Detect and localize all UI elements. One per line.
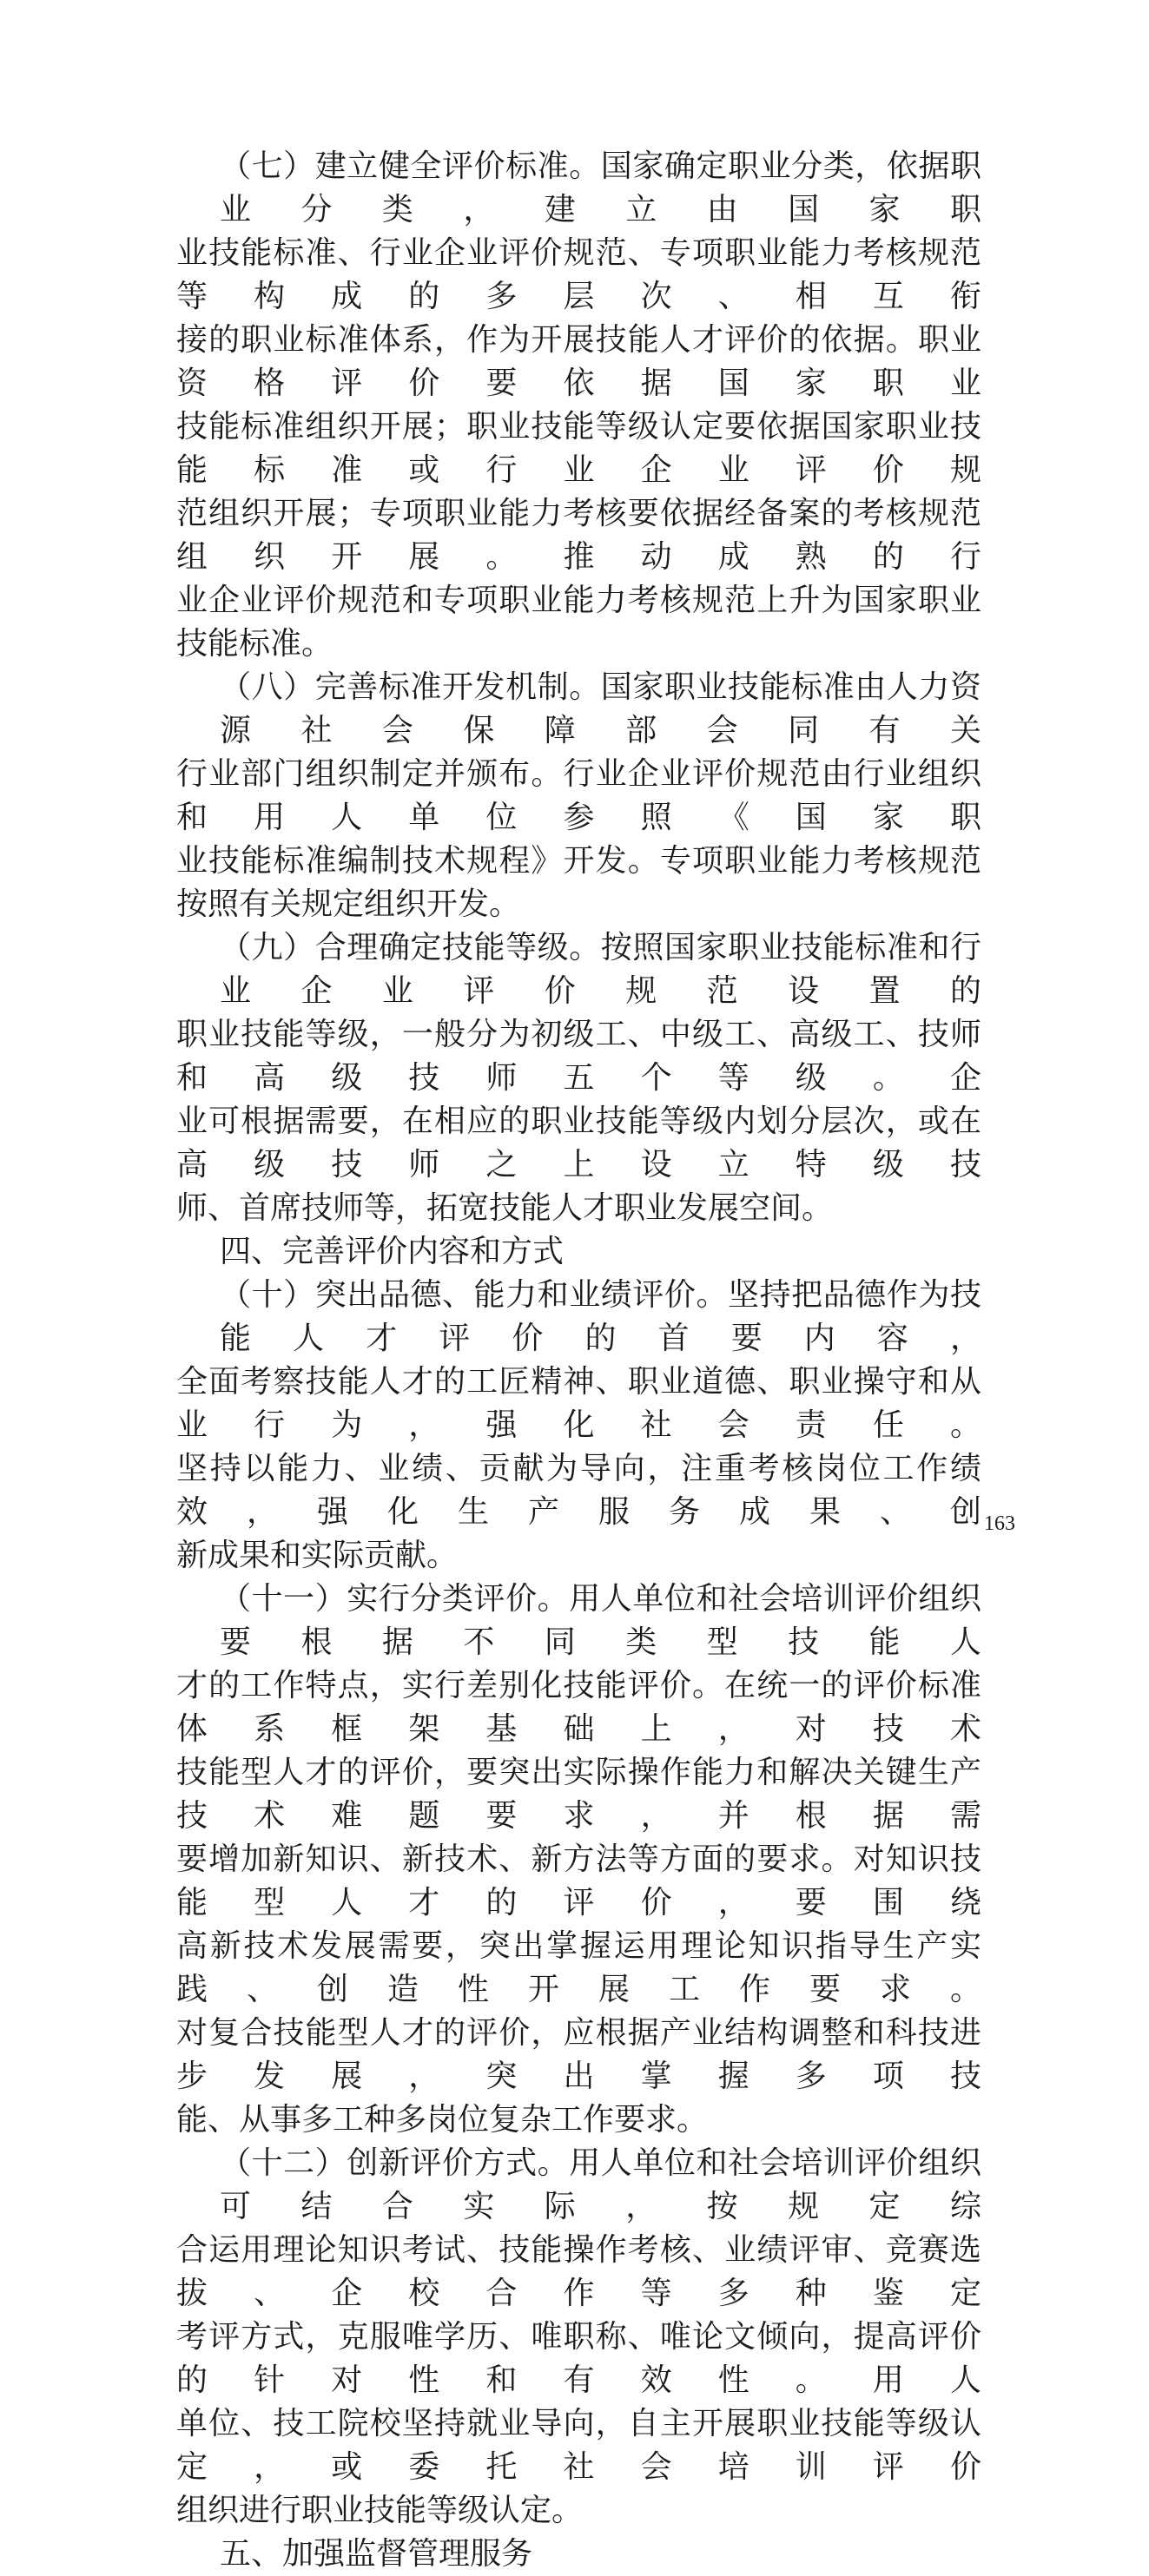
text-line: （十一）实行分类评价。用人单位和社会培训评价组织要根据不同类型技能人 [220, 1581, 981, 1660]
paragraph [176, 2142, 981, 2533]
text-line: 新成果和实际贡献。 [176, 1538, 459, 1573]
text-line: 业技能标准、行业企业评价规范、专项职业能力考核规范等构成的多层次、相互衔 [176, 235, 981, 314]
text-line: 五、加强监督管理服务 [220, 2536, 533, 2572]
text-line: 单位、技工院校坚持就业导向，自主开展职业技能等级认定，或委托社会培训评价 [176, 2406, 981, 2485]
text-line: 技能标准组织开展；职业技能等级认定要依据国家职业技能标准或行业企业评价规 [176, 409, 981, 488]
text-line: 全面考察技能人才的工匠精神、职业道德、职业操守和从业行为，强化社会责任。 [176, 1364, 981, 1443]
text-line: 范组织开展；专项职业能力考核要依据经备案的考核规范组织开展。推动成熟的行 [176, 496, 981, 575]
text-line: 职业技能等级，一般分为初级工、中级工、高级工、技师和高级技师五个等级。企 [176, 1017, 981, 1096]
text-line: 高新技术发展需要，突出掌握运用理论知识指导生产实践、创造性开展工作要求。 [176, 1928, 981, 2007]
section-heading [176, 2533, 981, 2576]
text-line: 能、从事多工种多岗位复杂工作要求。 [176, 2102, 709, 2138]
text-line: （十二）创新评价方式。用人单位和社会培训评价组织可结合实际，按规定综 [220, 2145, 981, 2224]
text-line: 业可根据需要，在相应的职业技能等级内划分层次，或在高级技师之上设立特级技 [176, 1104, 981, 1183]
section-heading [176, 1230, 981, 1274]
paragraph [176, 1274, 981, 1578]
text-line: 接的职业标准体系，作为开展技能人才评价的依据。职业资格评价要依据国家职业 [176, 322, 981, 401]
document-body [176, 145, 981, 2576]
text-line: 合运用理论知识考试、技能操作考核、业绩评审、竞赛选拔、企校合作等多种鉴定 [176, 2232, 981, 2311]
paragraph [176, 666, 981, 926]
text-line: 要增加新知识、新技术、新方法等方面的要求。对知识技能型人才的评价，要围绕 [176, 1841, 981, 1920]
text-line: 技能型人才的评价，要突出实际操作能力和解决关键生产技术难题要求，并根据需 [176, 1755, 981, 1834]
text-line: 坚持以能力、业绩、贡献为导向，注重考核岗位工作绩效，强化生产服务成果、创 [176, 1451, 981, 1530]
text-line: 行业部门组织制定并颁布。行业企业评价规范由行业组织和用人单位参照《国家职 [176, 756, 981, 835]
paragraph [176, 926, 981, 1230]
text-line: 业企业评价规范和专项职业能力考核规范上升为国家职业技能标准。 [176, 583, 981, 662]
paragraph [176, 1578, 981, 2142]
text-line: （八）完善标准开发机制。国家职业技能标准由人力资源社会保障部会同有关 [220, 669, 981, 748]
text-line: 组织进行职业技能等级认定。 [176, 2493, 584, 2528]
text-line: （九）合理确定技能等级。按照国家职业技能标准和行业企业评价规范设置的 [220, 930, 981, 1009]
text-line: 四、完善评价内容和方式 [220, 1234, 565, 1269]
text-line: 业技能标准编制技术规程》开发。专项职业能力考核规范按照有关规定组织开发。 [176, 843, 981, 922]
text-line: 考评方式，克服唯学历、唯职称、唯论文倾向，提高评价的针对性和有效性。用人 [176, 2319, 981, 2398]
text-line: 师、首席技师等，拓宽技能人才职业发展空间。 [176, 1190, 834, 1226]
page-number: 163 [984, 1512, 1015, 1535]
text-line: 对复合技能型人才的评价，应根据产业结构调整和科技进步发展，突出掌握多项技 [176, 2015, 981, 2094]
text-line: （七）建立健全评价标准。国家确定职业分类，依据职业分类，建立由国家职 [220, 148, 981, 227]
paragraph [176, 145, 981, 666]
text-line: （十）突出品德、能力和业绩评价。坚持把品德作为技能人才评价的首要内容， [220, 1277, 981, 1356]
text-line: 才的工作特点，实行差别化技能评价。在统一的评价标准体系框架基础上，对技术 [176, 1668, 981, 1747]
